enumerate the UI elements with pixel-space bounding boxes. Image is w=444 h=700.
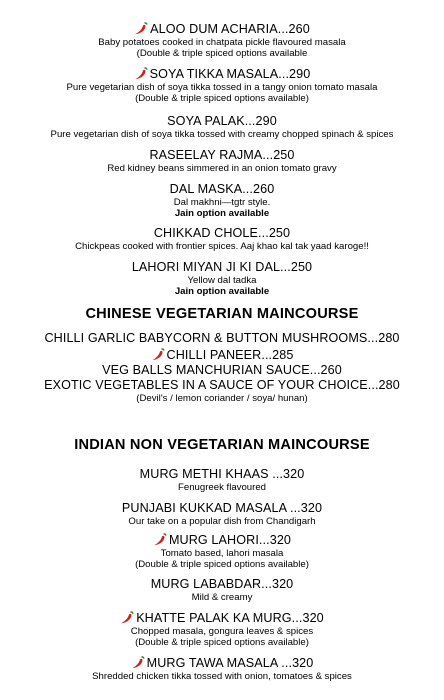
item-title: MURG LABABDAR...320: [150, 577, 294, 591]
item-title: MURG TAWA MASALA ...320: [146, 656, 314, 670]
item-title: RASEELAY RAJMA...250: [149, 148, 295, 162]
menu-item: [0, 226, 444, 252]
item-description: Yellow dal tadka: [187, 275, 257, 286]
item-description: Our take on a popular dish from Chandigarh: [128, 516, 316, 527]
menu-item: [0, 656, 444, 682]
item-title: DAL MASKA...260: [169, 182, 275, 196]
menu-item: [0, 67, 444, 104]
item-title: SOYA TIKKA MASALA...290: [149, 67, 311, 81]
menu-item: [0, 260, 444, 297]
item-description: Fenugreek flavoured: [178, 482, 266, 493]
item-title: PUNJABI KUKKAD MASALA ...320: [121, 501, 323, 515]
item-description: Chickpeas cooked with frontier spices. Aaj khao kal tak yaad karoge!!: [75, 241, 369, 252]
jain-option-note: Jain option available: [174, 286, 270, 297]
menu-item: [0, 182, 444, 219]
jain-option-note: Jain option available: [174, 208, 270, 219]
item-description: Mild & creamy: [191, 592, 253, 603]
menu-item: [0, 114, 444, 140]
dish-line: VEG BALLS MANCHURIAN SAUCE...260: [102, 363, 342, 377]
item-description: Shredded chicken tikka tossed with onion, tomatoes & spices: [92, 671, 352, 682]
dish-line: EXOTIC VEGETABLES IN A SAUCE OF YOUR CHOICE...280: [44, 378, 400, 392]
item-description: Red kidney beans simmered in an onion tomato gravy: [107, 163, 337, 174]
dish-line: CHILLI GARLIC BABYCORN & BUTTON MUSHROOMS...280: [44, 331, 400, 345]
item-description: Baby potatoes cooked in chatpata pickle flavoured masala: [98, 37, 346, 48]
item-description: (Double & triple spiced options available: [136, 48, 308, 59]
item-title: MURG LAHORI...320: [168, 533, 292, 547]
item-description: Chopped masala, gongura leaves & spices: [130, 626, 314, 637]
menu-item: [0, 467, 444, 493]
chili-pepper-icon: [153, 533, 167, 546]
chili-pepper-icon: [151, 348, 165, 361]
menu-item: [0, 501, 444, 527]
menu-item: [0, 611, 444, 648]
chinese-veg-section: [0, 305, 444, 404]
item-description: Dal makhni—tgtr style.: [173, 197, 271, 208]
menu-item: [0, 22, 444, 59]
menu-item: [0, 533, 444, 570]
item-description: Pure vegetarian dish of soya tikka tossed in a tangy onion tomato masala: [66, 82, 378, 93]
item-title: LAHORI MIYAN JI KI DAL...250: [131, 260, 313, 274]
veg-items: [0, 22, 444, 297]
chili-pepper-icon: [120, 611, 134, 624]
item-description: (Double & triple spiced options available): [135, 93, 309, 104]
section-heading: INDIAN NON VEGETARIAN MAINCOURSE: [74, 437, 370, 453]
nonveg-section: [0, 436, 444, 682]
chili-pepper-icon: [134, 67, 148, 80]
item-title: CHILLI PANEER...285: [166, 348, 294, 362]
item-description: Pure vegetarian dish of soya tikka tossed with creamy chopped spinach & spices: [50, 129, 394, 140]
menu-item: [0, 148, 444, 174]
item-description: Tomato based, lahori masala: [160, 548, 284, 559]
item-title: CHIKKAD CHOLE...250: [153, 226, 291, 240]
item-title: MURG METHI KHAAS ...320: [139, 467, 305, 481]
item-title: KHATTE PALAK KA MURG...320: [136, 611, 324, 625]
chili-pepper-icon: [131, 656, 145, 669]
section-heading: CHINESE VEGETARIAN MAINCOURSE: [85, 306, 359, 322]
item-description: (Double & triple spiced options available): [135, 637, 309, 648]
item-title: SOYA PALAK...290: [167, 114, 277, 128]
dish-line: [0, 348, 444, 363]
menu-item: [0, 577, 444, 603]
item-title: ALOO DUM ACHARIA...260: [150, 22, 310, 36]
item-description: (Double & triple spiced options available): [135, 559, 309, 570]
chili-pepper-icon: [134, 22, 148, 35]
sauce-options-note: (Devil's / lemon coriander / soya/ hunan): [136, 393, 308, 404]
